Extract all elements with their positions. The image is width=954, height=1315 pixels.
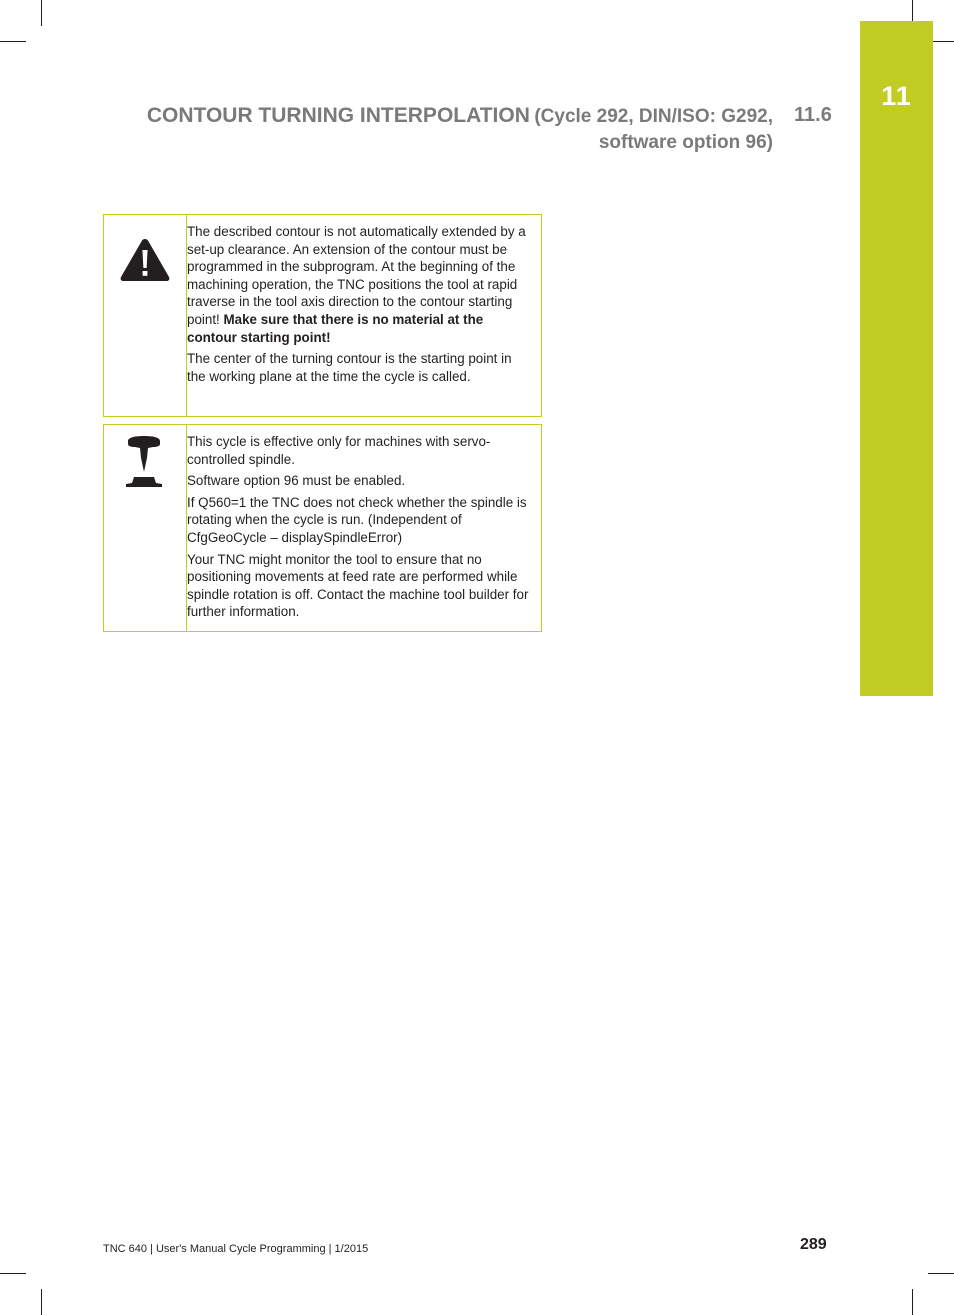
crop-mark (0, 41, 26, 42)
page-number: 289 (800, 1236, 827, 1253)
header-title-sub-2: software option 96) (598, 132, 773, 153)
note-text: The described contour is not automatically extended by a set-up clearance. An extension of the contour must be programmed in the subprogram. At the beginning of the machining operation, the TNC positions the tool at rapid traverse in the tool axis direction to the contour starting point! (187, 224, 526, 327)
header-title-sub-1: (Cycle 292, DIN/ISO: G292, (534, 106, 773, 127)
note-paragraph: Software option 96 must be enabled. (187, 473, 406, 489)
header-title-main: CONTOUR TURNING INTERPOLATION (146, 104, 530, 127)
note-paragraph (187, 223, 533, 346)
machine-tool-icon (124, 436, 164, 490)
header-title-line-1 (147, 103, 773, 130)
note-divider (186, 215, 187, 416)
chapter-tab (860, 21, 933, 696)
chapter-number: 11 (881, 81, 912, 111)
section-number: 11.6 (794, 104, 832, 126)
note-paragraph: Your TNC might monitor the tool to ensure that no positioning movements at feed rate are performed while spindle rotation is off. Contact the machine tool builder for further information. (187, 551, 529, 620)
note-paragraph: This cycle is effective only for machines with servo-controlled spindle. (187, 434, 491, 467)
note-paragraph: The center of the turning contour is the starting point in the working plane at the time the cycle is called. (187, 351, 512, 384)
warning-note-body (187, 215, 541, 395)
machine-note-body (187, 425, 541, 631)
note-bold-text: Make sure that there is no material at the contour starting point! (187, 311, 484, 345)
footer-text: TNC 640 | User's Manual Cycle Programming | 1/2015 (103, 1243, 369, 1255)
warning-note (103, 214, 542, 417)
crop-mark (41, 0, 42, 26)
note-divider (186, 425, 187, 631)
page-header (147, 103, 773, 155)
crop-mark (41, 1289, 42, 1315)
crop-mark (0, 1273, 26, 1274)
crop-mark (912, 1289, 913, 1315)
warning-triangle-icon (119, 237, 171, 283)
machine-note (103, 424, 542, 632)
note-paragraph: If Q560=1 the TNC does not check whether the spindle is rotating when the cycle is run. (Independent of CfgGeoCycle – displaySpindleError) (187, 494, 527, 545)
crop-mark (928, 1273, 954, 1274)
